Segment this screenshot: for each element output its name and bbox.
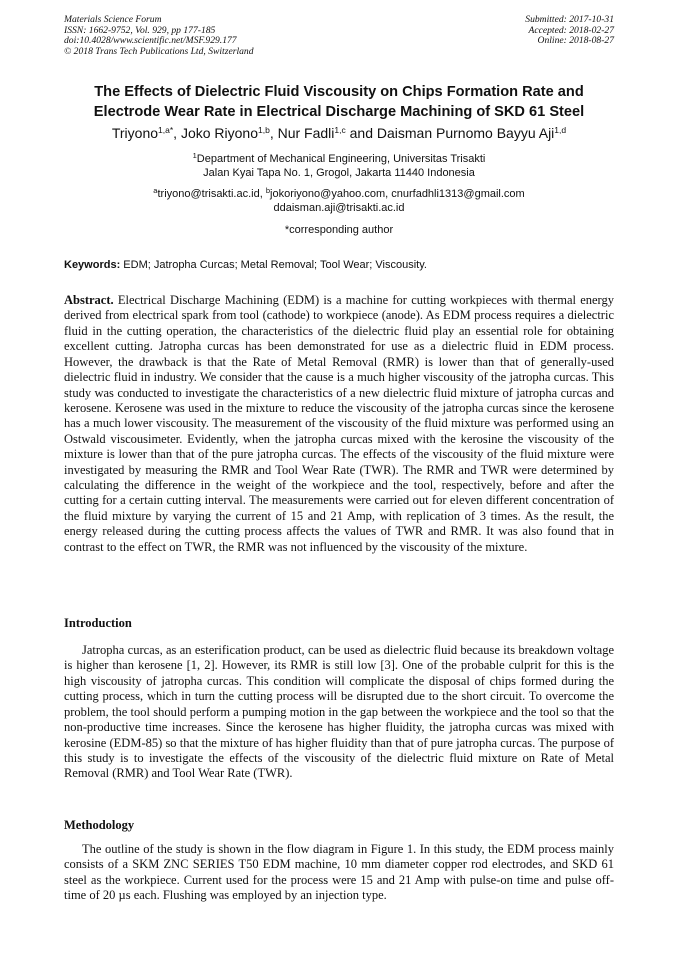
email-b-c: jokoriyono@yahoo.com, cnurfadhli1313@gmail.com: [270, 188, 525, 200]
email-line-1: $^a$triyono@trisakti.ac.id, $^b$jokoriyono@yahoo.com, cnurfadhli1313@gmail.com: [153, 186, 525, 200]
title-line-2: Electrode Wear Rate in Electrical Discharge Machining of SKD 61 Steel: [93, 103, 585, 120]
methodology-paragraph: The outline of the study is shown in the flow diagram in Figure 1. In this study, the EDM process mainly consists of a SKM ZNC SERIES T50 EDM machine, 10 mm diameter copper rod electrodes, and SKD 61 steel as the workpiece. Current used for the process were 15 and 21 Amp with pulse-on time and pulse off-time of 20 µs each. Flushing was employed by an injection type.: [64, 842, 614, 903]
author-name: Triyono: [111, 125, 159, 141]
abstract-label: Abstract.: [64, 293, 114, 307]
journal-name: Materials Science Forum: [64, 14, 162, 25]
submitted-date: Submitted: 2017-10-31: [525, 14, 614, 25]
abstract: [64, 293, 614, 555]
author-affiliation-mark: 1,b: [257, 125, 270, 135]
introduction-paragraph: Jatropha curcas, as an esterification product, can be used as dielectric fluid because its breakdown voltage is higher than kerosene [1, 2]. However, its RMR is still low [3]. One of the probable culprit for this is the high viscousity of jatropha curcas. This condition will complicate the disposal of chips formed during the cutting process, which in turn the cutting process will be disrupted due to the short circuit. To overcome the problem, the tool should perform a pumping motion in the gap between the workpiece and the tool so that the non-productive time increases. Since the kerosene has higher fluidity, the jatropha curcas was mixed with kerosine (EDM-85) so that the mixture of has higher fluidity than that of pure jatropha curcas. The purpose of this study is to investigate the effects of the viscousity of the dielectric fluid mixture on Rate of Metal Removal (RMR) and Tool Wear Rate (TWR).: [64, 643, 614, 781]
author-name: Nur Fadli: [277, 125, 335, 141]
author-emails: [40, 187, 638, 215]
methodology-heading: Methodology: [64, 818, 135, 832]
email-a: triyono@trisakti.ac.id,: [157, 188, 266, 200]
keywords: [64, 258, 614, 272]
author-affiliation-mark: 1,c: [334, 125, 346, 135]
author-name: Joko Riyono: [180, 125, 258, 141]
accepted-date: Accepted: 2018-02-27: [528, 24, 614, 36]
author-affiliation-mark: 1,a*: [158, 125, 174, 135]
affiliation: [40, 152, 638, 180]
author-separator: and: [345, 125, 377, 141]
title-line-1: The Effects of Dielectric Fluid Viscousity on Chips Formation Rate and: [94, 84, 584, 100]
author-name: Daisman Purnomo Bayyu Aji: [376, 125, 555, 141]
issn-line: ISSN: 1662-9752, Vol. 929, pp 177-185: [64, 24, 216, 36]
paper-title: [40, 83, 638, 122]
affiliation-line-1: $^1$Department of Mechanical Engineering, Universitas Trisakti: [192, 151, 486, 165]
abstract-text: Electrical Discharge Machining (EDM) is a machine for cutting workpieces with thermal energy derived from electrical spark from tool (cathode) to workpiece (anode). As EDM process requires a dielectric fluid in the cutting operation, the characteristics of the dielectric fluid play an essential role for obtaining excellent cutting. Jatropha curcas has been demonstrated for use as a dielectric fluid in EDM process. However, the drawback is that the Rate of Metal Removal (RMR) is lower than that of generally-used dielectric fluid in industry. We consider that the cause is a much higher viscousity of the jatropha curcas. This study was conducted to investigate the characteristics of a new dielectric fluid mixture of jatropha curcas and kerosene. Kerosene was used in the mixture to reduce the viscousity of the jatropha curcas since the kerosene has a much lower viscousity. The measurement of the viscousity of the fluid mixture was performed using an Ostwald viscousimeter. Evidently, when the jatropha curcas mixed with the kerosine the viscousity of the mixture is lower than that of the pure jatropha curcas. The effects of the viscousity of the fluid mixture were investigated by measuring the RMR and Tool Wear Rate (TWR). The RMR and TWR were determined by calculating the difference in the weight of the workpiece and the tool, respectively, before and after the cutting for a certain cutting interval. The measurements were carried out for eleven different concentration of the fluid mixture by varying the current of 15 and 21 Amp, with replication of 3 times. As the result, the energy released during the cutting process affects the values of TWR and RMR. It was also found that in contrast to the effect on TWR, the RMR was not influenced by the viscousity of the mixture.: [64, 293, 614, 554]
author-separator: ,: [173, 125, 181, 141]
author-list: [40, 124, 638, 142]
doi-line: doi:10.4028/www.scientific.net/MSF.929.177: [64, 35, 237, 47]
keywords-label: Keywords:: [64, 259, 121, 271]
copyright-line: © 2018 Trans Tech Publications Ltd, Switzerland: [64, 45, 254, 57]
affiliation-mark: 1: [192, 151, 197, 160]
corresponding-author-note: *corresponding author: [284, 224, 394, 236]
affiliation-line-2: Jalan Kyai Tapa No. 1, Grogol, Jakarta 11440 Indonesia: [203, 167, 475, 179]
introduction-heading: Introduction: [64, 616, 132, 630]
publication-dates: [525, 15, 614, 47]
keywords-text: EDM; Jatropha Curcas; Metal Removal; Tool Wear; Viscousity.: [120, 259, 427, 271]
email-d: ddaisman.aji@trisakti.ac.id: [273, 202, 405, 214]
author-separator: ,: [269, 125, 278, 141]
author-affiliation-mark: 1,d: [554, 125, 567, 135]
online-date: Online: 2018-08-27: [537, 35, 614, 47]
publication-info: [64, 15, 254, 57]
